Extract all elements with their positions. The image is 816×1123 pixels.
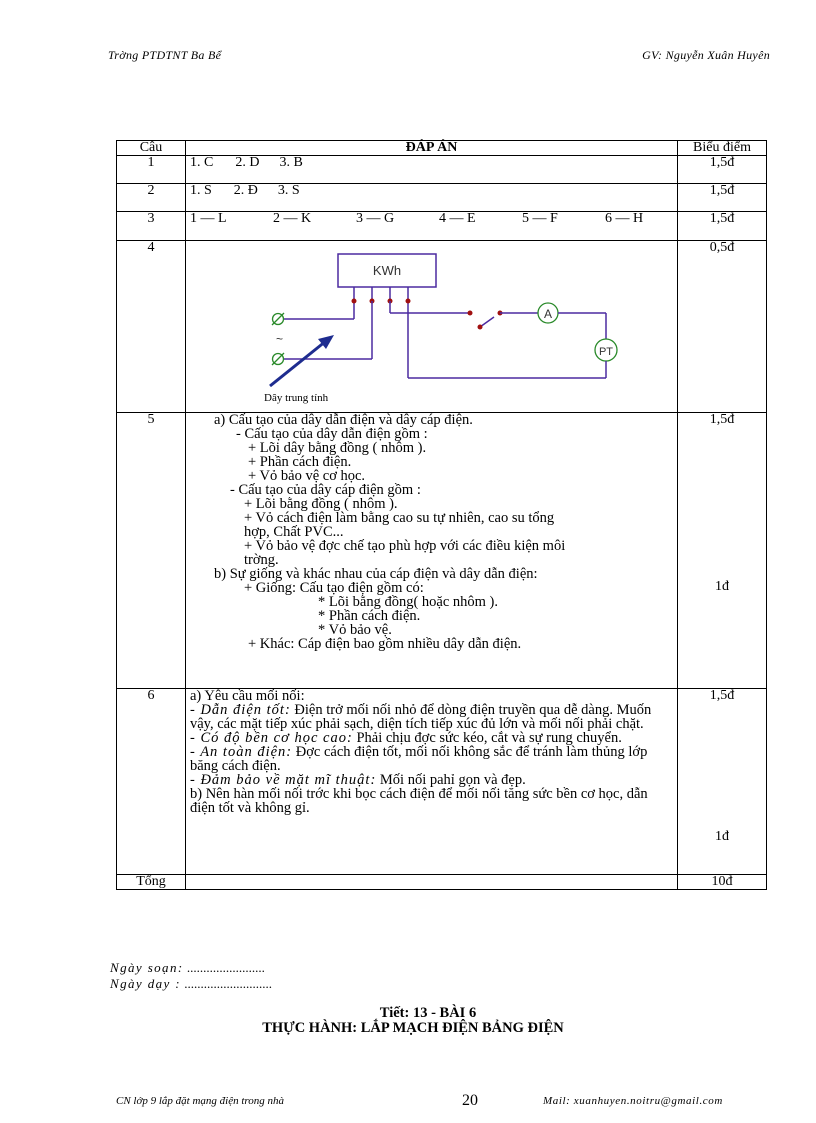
answer-line: trờng. bbox=[244, 552, 279, 568]
answer-intro: a) Yêu cầu mối nối: bbox=[190, 688, 305, 704]
total-empty bbox=[186, 875, 678, 890]
answer-line: * Lõi bằng đồng( hoặc nhôm ). bbox=[318, 594, 499, 610]
total-label: Tổng bbox=[117, 875, 186, 890]
requirement-item bbox=[190, 703, 673, 731]
question-number: 5 bbox=[117, 413, 186, 689]
prep-date-label: Ngày soạn: bbox=[110, 960, 184, 975]
prep-date-value: ........................ bbox=[183, 960, 265, 975]
answer-line: + Giống: Cấu tạo điện gồm có: bbox=[244, 580, 424, 596]
answer-line: + Lõi dây bằng đồng ( nhôm ). bbox=[248, 440, 427, 456]
requirement-item bbox=[190, 745, 673, 773]
table-header-row bbox=[117, 141, 767, 156]
score-cell bbox=[678, 413, 767, 689]
table-row bbox=[117, 413, 767, 689]
answer-line: + Khác: Cáp điện bao gồm nhiều dây dẫn điện. bbox=[248, 636, 522, 652]
wiring-diagram-svg bbox=[190, 241, 668, 406]
question-number: 4 bbox=[117, 241, 186, 413]
col-header-answer: ĐÁP ÁN bbox=[186, 141, 678, 156]
switch-blade bbox=[480, 317, 494, 327]
header-teacher: GV: Nguyễn Xuân Huyên bbox=[642, 48, 770, 62]
answer-cell bbox=[186, 241, 678, 413]
col-header-question: Câu bbox=[117, 141, 186, 156]
match-pair: 6 — H bbox=[605, 211, 644, 226]
ammeter-label: A bbox=[543, 307, 553, 321]
answer-table bbox=[116, 140, 767, 890]
score-cell bbox=[678, 689, 767, 875]
score-part-a: 1,5đ bbox=[709, 688, 735, 703]
match-pair: 3 — G bbox=[356, 211, 395, 226]
wiring-diagram bbox=[190, 241, 668, 406]
answer-line: + Vỏ bảo vệ cơ học. bbox=[248, 468, 366, 484]
answer-line: + Vỏ cách điện làm bằng cao su tự nhiên, cao su tổng bbox=[244, 510, 555, 526]
score-cell: 0,5đ bbox=[678, 241, 767, 413]
question-number: 2 bbox=[117, 184, 186, 212]
score-cell: 1,5đ bbox=[678, 156, 767, 184]
answer-part: 2. D bbox=[235, 155, 260, 170]
score-part-b: 1đ bbox=[715, 579, 729, 594]
match-pair: 4 — E bbox=[439, 211, 476, 226]
answer-line: + Phần cách điện. bbox=[248, 454, 352, 470]
requirement-text: Phải chịu đợc sức kéo, cắt và sự rung chuyển. bbox=[352, 730, 622, 746]
answer-part: 1. C bbox=[190, 155, 214, 170]
col-header-score: Biểu điểm bbox=[678, 141, 767, 156]
lesson-number: Tiết: 13 - BÀI 6 bbox=[379, 1005, 477, 1021]
table-row bbox=[117, 689, 767, 875]
switch-terminal bbox=[478, 325, 483, 330]
answer-line: a) Cấu tạo của dây dẫn điện và dây cáp điện. bbox=[214, 412, 473, 428]
teach-date-label: Ngày dạy : bbox=[110, 976, 182, 991]
answer-cell bbox=[186, 413, 678, 689]
answer-cell bbox=[186, 184, 678, 212]
answer-part: 1. S bbox=[190, 183, 212, 198]
answer-part: 3. S bbox=[277, 183, 300, 198]
lesson-title bbox=[0, 1006, 816, 1036]
requirement-item bbox=[190, 731, 673, 745]
requirement-label: - Đảm bảo về mặt mĩ thuật: bbox=[190, 772, 377, 788]
score-part-a: 1,5đ bbox=[709, 412, 735, 427]
footer-page-number: 20 bbox=[462, 1092, 478, 1109]
neutral-label: Dây trung tính bbox=[264, 392, 329, 404]
teach-date-value: ........................... bbox=[181, 976, 273, 991]
score-cell: 1,5đ bbox=[678, 184, 767, 212]
table-row bbox=[117, 184, 767, 212]
requirement-text: Mối nối pahỉ gọn và đẹp. bbox=[376, 772, 526, 788]
prep-date bbox=[110, 960, 272, 976]
table-row bbox=[117, 156, 767, 184]
question-number: 1 bbox=[117, 156, 186, 184]
answer-cell bbox=[186, 156, 678, 184]
footer-course: CN lớp 9 lắp đặt mạng điện trong nhà bbox=[116, 1095, 285, 1107]
requirement-item bbox=[190, 773, 673, 787]
answer-line: b) Sự giống và khác nhau của cáp điện và dây dẫn điện: bbox=[214, 566, 538, 582]
ac-symbol: ~ bbox=[276, 332, 284, 346]
answer-line: + Vỏ bảo vệ đợc chế tạo phù hợp với các điều kiện môi bbox=[244, 538, 566, 554]
answer-part: 2. Đ bbox=[233, 183, 258, 198]
score-part-b: 1đ bbox=[715, 829, 729, 844]
answer-part-b: b) Nên hàn mối nối trớc khi bọc cách điện để mối nối tăng sức bền cơ học, dẫn điện tốt và không gỉ. bbox=[190, 786, 648, 816]
switch-terminal bbox=[468, 311, 473, 316]
table-row bbox=[117, 241, 767, 413]
meter-terminal bbox=[352, 299, 357, 304]
answer-cell bbox=[186, 689, 678, 875]
requirement-text: Điện trở mối nối nhỏ để dòng điện truyền qua dễ dàng. Muốn vậy, các mặt tiếp xúc phải sạch, diện tích tiếp xúc đủ lớn và mối nối phải chặt. bbox=[190, 702, 652, 732]
answer-part: 3. B bbox=[279, 155, 303, 170]
requirement-label: - Có độ bền cơ học cao: bbox=[190, 730, 353, 746]
teach-date bbox=[110, 976, 272, 992]
total-score: 10đ bbox=[678, 875, 767, 890]
match-pair: 5 — F bbox=[522, 211, 558, 226]
header-school: Trờng PTDTNT Ba Bể bbox=[108, 48, 222, 62]
device-label: PT bbox=[598, 346, 614, 358]
requirement-label: - Dẫn điện tốt: bbox=[190, 702, 291, 718]
score-cell: 1,5đ bbox=[678, 212, 767, 241]
requirement-label: - An toàn điện: bbox=[190, 744, 293, 760]
score-stack bbox=[682, 689, 762, 869]
footer-email: Mail: xuanhuyen.noitru@gmail.com bbox=[543, 1095, 723, 1107]
table-row bbox=[117, 212, 767, 241]
answer-line: hợp, Chất PVC... bbox=[244, 524, 344, 540]
lesson-name: THỰC HÀNH: LẮP MẠCH ĐIỆN BẢNG ĐIỆN bbox=[262, 1020, 564, 1036]
question-number: 6 bbox=[117, 689, 186, 875]
answer-line: - Cấu tạo của dây dẫn điện gồm : bbox=[236, 426, 428, 442]
meter-terminal bbox=[406, 299, 411, 304]
match-pair: 1 — L bbox=[190, 211, 227, 226]
answer-line: * Vỏ bảo vệ. bbox=[318, 622, 392, 638]
question-number: 3 bbox=[117, 212, 186, 241]
answer-line: + Lõi bằng đồng ( nhôm ). bbox=[244, 496, 398, 512]
requirement-text: Đợc cách điện tốt, mối nối không sắc để tránh làm thủng lớp băng cách điện. bbox=[190, 744, 648, 774]
answer-line: - Cấu tạo của dây cáp điện gồm : bbox=[230, 482, 421, 498]
score-stack bbox=[682, 413, 762, 683]
answer-cell bbox=[186, 212, 678, 241]
table-total-row bbox=[117, 875, 767, 890]
kwh-meter-label: KWh bbox=[372, 263, 402, 278]
answer-line: * Phần cách điện. bbox=[318, 608, 421, 624]
date-block bbox=[110, 960, 272, 992]
match-pair: 2 — K bbox=[273, 211, 312, 226]
